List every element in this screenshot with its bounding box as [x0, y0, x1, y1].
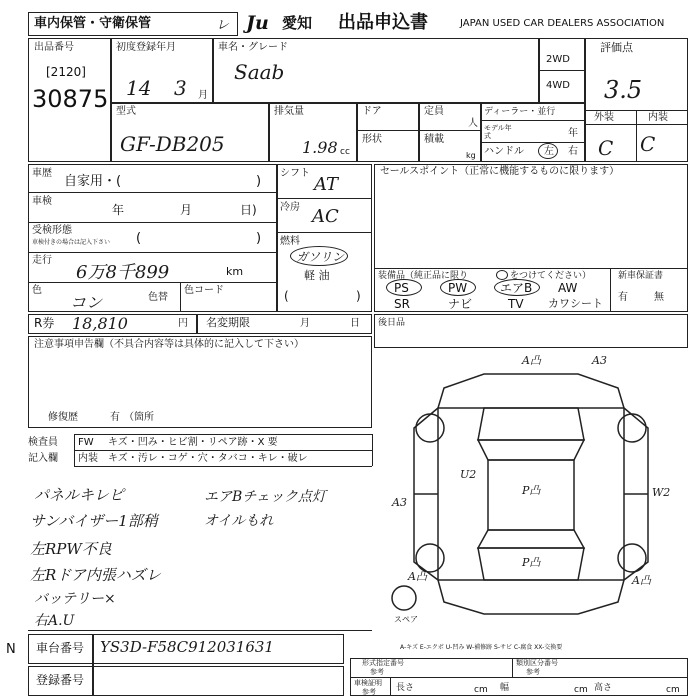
exterior-value: C	[598, 136, 614, 160]
displacement-unit: cc	[340, 147, 350, 157]
length-label: 長さ	[396, 683, 415, 693]
equip-ps-circle	[386, 279, 422, 296]
height-unit: cm	[666, 685, 680, 695]
history-close: )	[256, 174, 262, 189]
drive-4wd: 4WD	[546, 80, 570, 91]
exterior-label: 外装	[594, 112, 614, 123]
equip-sr: SR	[394, 297, 410, 311]
history-value: 自家用・(	[64, 174, 122, 189]
car-damage-diagram	[374, 348, 688, 640]
interior-row-label: 内装	[78, 453, 98, 464]
door-label: ドア	[362, 106, 382, 117]
equip-label: 装備品（純正品に限り	[378, 271, 469, 281]
entry-label: 記入欄	[28, 453, 58, 464]
length-unit: cm	[474, 685, 488, 695]
spec-number-label: 形式指定番号	[362, 659, 404, 667]
damage-label-left-front: U2	[460, 468, 477, 481]
first-registration-year: 14	[126, 76, 152, 100]
fuel-close: )	[356, 289, 361, 303]
equip-navi: ナビ	[448, 297, 473, 311]
equip-pw-circle	[440, 279, 476, 296]
cert-label: 車検証明	[354, 679, 382, 687]
lot-number-value: 30875	[32, 85, 109, 113]
inspection-label: 車検	[32, 196, 52, 207]
damage-label-right-rear: A凸	[632, 574, 651, 587]
spare-label: スペア	[394, 615, 418, 624]
color-swap-label: 色替	[148, 292, 168, 303]
load-label: 積載	[424, 134, 444, 145]
model-value: GF-DB205	[120, 132, 225, 156]
recycle-label: R券	[34, 316, 55, 330]
damage-label-right: W2	[652, 486, 671, 499]
model-year-label: モデル年式	[484, 124, 512, 140]
handle-label: ハンドル	[484, 146, 524, 157]
displacement-value: 1.98	[302, 138, 338, 157]
fuel-label: 燃料	[280, 236, 300, 247]
fw-label: FW	[78, 437, 94, 448]
hand-note-right-2: オイルもれ	[204, 513, 274, 529]
fw-items: キズ・凹み・ヒビ割・リペア跡・X 要	[108, 437, 278, 448]
damage-label-left: A3	[392, 496, 407, 509]
equip-tv: TV	[508, 297, 524, 311]
receive-open: (	[136, 231, 142, 246]
receive-label: 受検形態	[32, 225, 72, 236]
margin-mark: N	[6, 642, 16, 657]
ac-label: 冷房	[280, 202, 300, 213]
handle-left: 左	[544, 146, 554, 157]
handle-circle-mark	[538, 143, 558, 159]
model-year-unit: 年	[568, 128, 578, 139]
damage-legend: A-キズ E-エクボ U-凹み W-補修跡 S-サビ C-腐食 XX-交換要	[400, 644, 563, 651]
capacity-unit: 人	[468, 118, 478, 129]
name-change-label: 名変期限	[206, 316, 250, 329]
inspection-year: 年	[112, 203, 125, 217]
hand-note-4: 左Rドア内張ハズレ	[30, 566, 161, 584]
fitting-label: 後日品	[378, 318, 406, 328]
ju-logo-icon: Ju	[246, 12, 269, 34]
storage-label: 車内保管・守衛保管	[34, 16, 152, 31]
receive-note: 車検付きの場合は記入下さい	[32, 239, 111, 246]
cert-ref: 参考	[362, 688, 376, 696]
fuel-value: ガソリン	[296, 250, 345, 264]
model-label: 型式	[116, 106, 136, 117]
class-number-label: 類別区分番号	[516, 659, 558, 667]
width-label: 幅	[500, 683, 510, 693]
history-label: 車歴	[32, 168, 52, 179]
fitting-block	[374, 314, 688, 348]
storage-check-mark: レ	[216, 18, 230, 33]
interior-label: 内装	[648, 112, 668, 123]
hand-note-6: 右A.U	[34, 613, 75, 629]
damage-label-left-rear: A凸	[408, 570, 427, 583]
inspection-day: 日)	[240, 203, 257, 217]
damage-label-roof: P凸	[522, 484, 541, 497]
hand-note-1: パネルキレピ	[34, 486, 124, 504]
repair-yes: 有	[110, 412, 120, 423]
equip-airbag: エアB	[500, 281, 533, 295]
equip-ps: PS	[394, 281, 409, 295]
sales-point-label: セールスポイント（正常に機能するものに限ります）	[380, 166, 620, 177]
warranty-no: 無	[654, 292, 664, 303]
equip-airbag-circle	[494, 279, 540, 296]
warranty-label: 新車保証書	[618, 271, 664, 281]
score-label: 評価点	[600, 41, 633, 54]
damage-label-front: A凸	[522, 354, 541, 367]
damage-label-front-right: A3	[592, 354, 607, 367]
equip-aw: AW	[558, 281, 578, 295]
car-name-label: 車名・グレード	[218, 42, 288, 53]
equip-circle-icon	[496, 270, 508, 280]
first-registration-label: 初度登録年月	[116, 42, 176, 53]
car-name-value: Saab	[234, 60, 285, 84]
height-label: 高さ	[594, 683, 613, 693]
recycle-unit: 円	[178, 318, 188, 329]
receive-close: )	[256, 231, 262, 246]
name-change-month: 月	[300, 318, 310, 329]
declaration-label: 注意事項申告欄（不具合内容等は具体的に記入して下さい）	[34, 339, 304, 350]
color-value: コン	[70, 293, 103, 312]
registration-label: 登録番号	[36, 673, 85, 687]
hand-note-2: サンバイザー1部稍	[30, 512, 158, 530]
displacement-label: 排気量	[274, 106, 304, 117]
fuel-open: (	[284, 289, 289, 303]
first-registration-month: 3	[174, 76, 187, 100]
mileage-label: 走行	[32, 255, 52, 266]
inspection-month: 月	[180, 203, 193, 217]
lot-sub-number: [2120]	[46, 65, 86, 79]
load-unit: kg	[466, 151, 476, 160]
name-change-day: 日	[350, 318, 360, 329]
equip-leather-seat: カワシート	[548, 297, 603, 310]
equip-label-2: をつけてください）	[510, 271, 592, 281]
capacity-label: 定員	[424, 106, 444, 117]
color-label: 色	[32, 285, 42, 296]
repair-place: （箇所	[124, 412, 154, 423]
damage-label-trunk: P凸	[522, 556, 541, 569]
form-title: 出品申込書	[338, 12, 428, 33]
fuel-diesel: 軽 油	[304, 269, 330, 282]
color-code-label: 色コード	[184, 285, 224, 296]
mileage-unit: km	[226, 265, 244, 278]
width-unit: cm	[574, 685, 588, 695]
shift-value: AT	[314, 174, 339, 195]
mileage-value: 6万8千899	[76, 262, 170, 283]
chassis-value: YS3D-F58C912031631	[100, 638, 274, 656]
logo-region: 愛知	[282, 14, 313, 32]
interior-value: C	[640, 132, 656, 156]
chassis-label: 車台番号	[36, 641, 85, 655]
drive-2wd: 2WD	[546, 54, 570, 65]
recycle-value: 18,810	[72, 314, 128, 333]
repair-history-label: 修復歴	[48, 412, 78, 423]
shape-label: 形状	[362, 134, 382, 145]
ac-value: AC	[312, 206, 339, 227]
dealer-label: ディーラー・並行	[484, 107, 556, 117]
first-registration-month-unit: 月	[198, 90, 208, 101]
equip-pw: PW	[448, 281, 468, 295]
score-value: 3.5	[604, 76, 643, 104]
inspector-label: 検査員	[28, 437, 58, 448]
shift-label: シフト	[280, 168, 310, 179]
class-number-ref: 参考	[526, 668, 540, 676]
interior-items: キズ・汚レ・コゲ・穴・タバコ・キレ・破レ	[108, 453, 308, 464]
hand-note-right-1: エアBチェック点灯	[204, 489, 326, 505]
warranty-yes: 有	[618, 292, 628, 303]
spec-number-ref: 参考	[370, 668, 384, 676]
handle-right: 右	[568, 146, 578, 157]
hand-note-3: 左RPW不良	[30, 540, 112, 558]
lot-number-label: 出品番号	[34, 42, 74, 53]
hand-note-5: バッテリー×	[34, 591, 116, 607]
association-name: JAPAN USED CAR DEALERS ASSOCIATION	[460, 18, 665, 29]
